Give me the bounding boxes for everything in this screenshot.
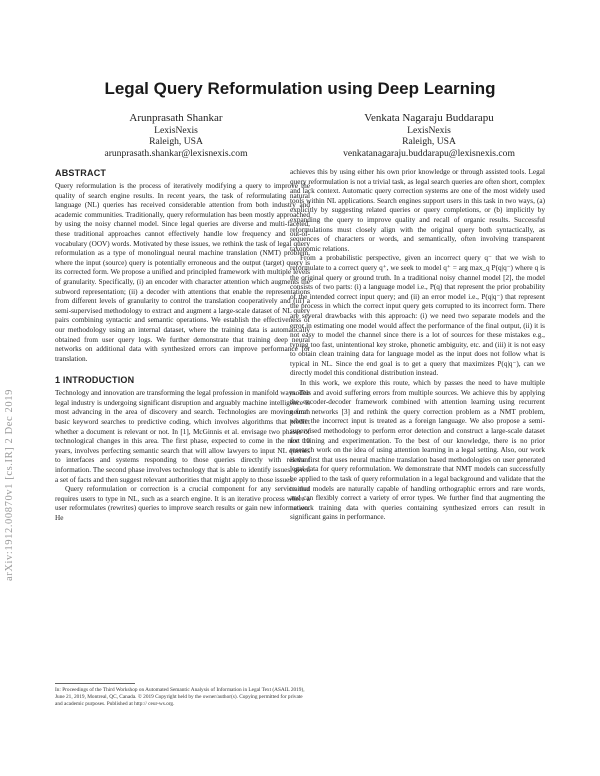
introduction-heading: 1 INTRODUCTION bbox=[55, 375, 135, 386]
arxiv-identifier: arXiv:1912.00870v1 [cs.IR] 2 Dec 2019 bbox=[4, 389, 15, 581]
body-paragraph: In this work, we explore this route, which by passes the need to have multiple models and avoid suffering errors from multiple sources. We achieve this by applying the encoder-decoder framework combined with attention learning using recurrent neural networks [3] and rethink the query correction problem as a NMT problem, where the incorrect input is treated as a foreign language. We also propose a semi-supervised methodology to perform error detection and construct a large-scale dataset for training and experimentation. To the best of our knowledge, there is no prior research work on the idea of using attention learning in a legal setting. Also, our work is the first that uses neural machine translation based methodologies on user generated legal data for query reformulation. We demonstrate that NMT models can successfully be applied to the task of query reformulation in a legal background and validate that the trained models are naturally capable of handling orthographic errors and rare words, and can flexibly correct a variety of error types. We further find that augmenting the network training data with queries containing synthesized errors can result in significant gains in performance. bbox=[290, 379, 545, 522]
author-name: Arunprasath Shankar bbox=[129, 112, 223, 124]
author-org: LexisNexis bbox=[407, 124, 451, 136]
right-column bbox=[290, 168, 545, 523]
abstract-text: Query reformulation is the process of iteratively modifying a query to improve the quality of search engine results. In recent years, the task of reformulating natural language (NL) queries has received considerable attention from both industry and academic communities. Traditionally, query reformulation has been mostly approached by using the noisy channel model. Since legal queries are diverse and multi-faceted, these traditional approaches cannot effectively handle low frequency and out-of-vocabulary (OOV) words. Motivated by these issues, we rethink the task of legal query reformulation as a type of monolingual neural machine translation (NMT) problem, where the input (source) query is potentially erroneous and the output (target) query is its corrected form. We propose a unified and principled framework with multiple levels of granularity. Specifically, (i) an encoder with character attention which augments the subword representation; (ii) a decoder with attentions that enable the representations from different levels of granularity to control the translation cooperatively and (iii) a semi-supervised methodology to extract and augment a large-scale dataset of NL query pairs combining syntactic and semantic operations. We establish the effectiveness of our methodology using an internal dataset, where the training data is automatically obtained from user query logs. We further demonstrate that training deep neural networks on additional data with synthesized errors can improve performance for translation. bbox=[55, 182, 310, 363]
author-block-2 bbox=[304, 112, 554, 160]
author-city: Raleigh, USA bbox=[149, 136, 203, 148]
intro-paragraph: Query reformulation or correction is a crucial component for any service that requires users to type in NL, such as a search engine. It is an iterative process where a user reformulates (rewrites) queries to improve search results or gain new information. He bbox=[55, 485, 310, 522]
author-email[interactable]: venkatanagaraju.buddarapu@lexisnexis.com bbox=[343, 148, 515, 160]
author-email[interactable]: arunprasath.shankar@lexisnexis.com bbox=[104, 148, 248, 160]
author-city: Raleigh, USA bbox=[402, 136, 456, 148]
body-paragraph: achieves this by using either his own prior knowledge or through assisted tools. Legal query reformulation is not a trivial task, as legal search queries are often short, complex and lack context. Automatic query correction systems are one of the most widely used tools within NL applications. Search engines support users in this task in two ways, (a) explicitly by suggesting related queries or query completions, or (b) implicitly by expanding the query to improve quality and recall of organic results. Successful reformulations must closely align with the original query both syntactically, as sequences of characters or words, and semantically, often involving transparent taxonomic relations. bbox=[290, 168, 545, 253]
author-name: Venkata Nagaraju Buddarapu bbox=[364, 112, 494, 124]
footnote-rule bbox=[55, 683, 135, 684]
abstract-heading: ABSTRACT bbox=[55, 168, 107, 178]
left-column bbox=[55, 168, 310, 524]
paper-title: Legal Query Reformulation using Deep Learning bbox=[104, 79, 496, 98]
intro-paragraph: Technology and innovation are transforming the legal profession in manifold ways. The legal industry is undergoing significant disruption and arguably machine intelligence is most advancing in the area of discovery and search. Technologies are moving from basic keyword searches to predictive coding, which involves algorithms that predict whether a document is relevant or not. In [1], McGinnis et al. envisage two phases of technological changes in this area. The first phase, expected to come in the next 10 years, involves perfecting semantic search that will allow lawyers to input NL queries to interfaces and systems responding to those queries directly with relevant information. The second phase involves technology that is able to identify issues, given a set of facts and then suggest relevant authorities that might apply to those issues. bbox=[55, 389, 310, 484]
body-paragraph: From a probabilistic perspective, given an incorrect query q⁻ that we wish to reformulate to a correct query q⁺, we seek to model q⁺ = arg max_q P(q|q⁻) where q is the original query or ground truth. In a traditional noisy channel model [2], the model consists of two parts: (i) a language model i.e., P(q) that represent the prior probability of the intended correct input query; and (ii) an error model i.e., P(q|q⁻) that represent the process in which the correct input query gets corrupted to its incorrect form. There are several drawbacks with this approach: (i) we need two separate models and the error in estimating one model would affect the performance of the final output, (ii) it is not easy to model the channel since there is a lot of sources for these mistakes e.g., typing too fast, unintentional key stroke, phonetic ambiguity, etc. and (iii) it is not easy to obtain clean training data for language model as the input does not follow what is typical in NL. Since the end goal is to get a query that maximizes P(q|q⁻), can we directly model this conditional distribution instead. bbox=[290, 254, 545, 378]
author-org: LexisNexis bbox=[154, 124, 198, 136]
footnote: In: Proceedings of the Third Workshop on Automated Semantic Analysis of Information in Legal Text (ASAIL 2019), June 21, 2019, Montreal, QC, Canada. © 2019 Copyright held by the owner/author(s). Copying permitted for private and academic purposes. Published at http:// ceur-ws.org. bbox=[55, 687, 305, 708]
author-block-1 bbox=[51, 112, 301, 160]
